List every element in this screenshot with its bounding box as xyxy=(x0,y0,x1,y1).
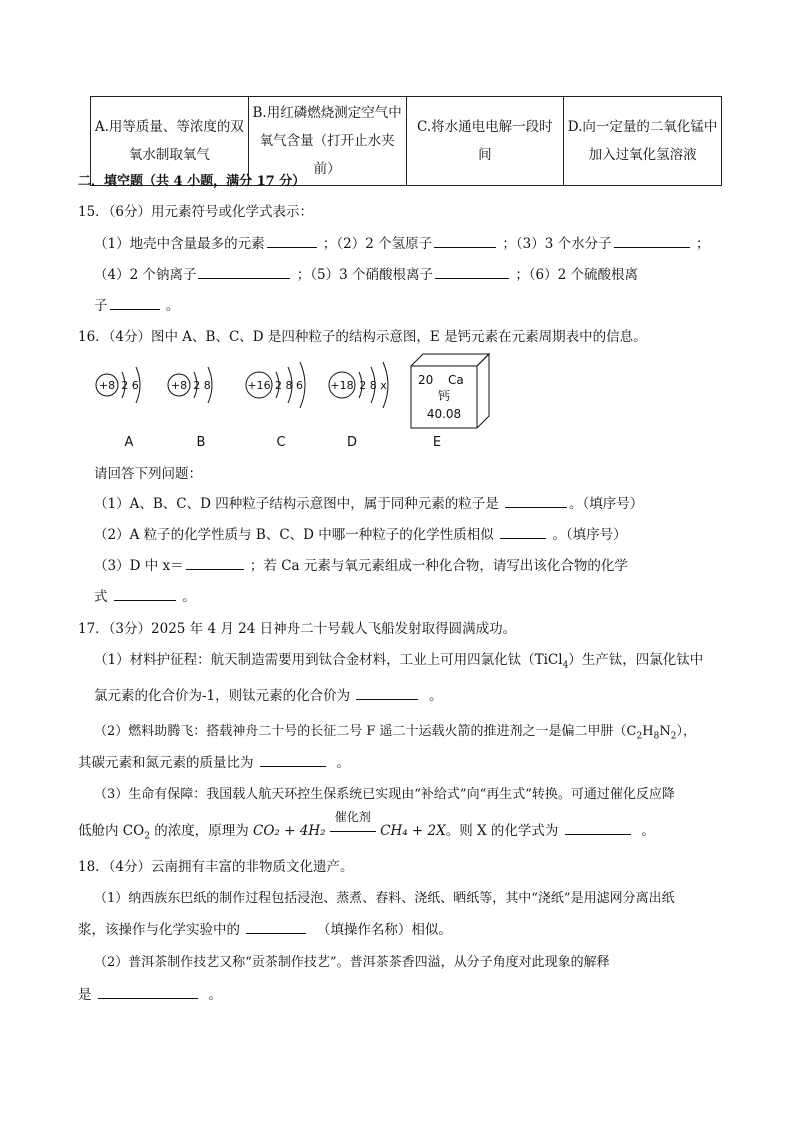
atom-diagram-svg xyxy=(88,352,508,458)
svg-text:+16: +16 xyxy=(247,379,271,392)
atom-diagrams xyxy=(88,352,508,458)
svg-text:Ca: Ca xyxy=(448,373,464,387)
q17-stem: 17．（3分）2025 年 4 月 24 日神舟二十号载人飞船发射取得圆满成功。 xyxy=(78,621,517,637)
atom-a-diagram xyxy=(96,367,140,403)
svg-text:2 6: 2 6 xyxy=(121,379,139,392)
svg-text:钙: 钙 xyxy=(437,389,451,403)
equation-right: CH₄ + 2X xyxy=(380,823,446,839)
q15-stem: 15．（6分）用元素符号或化学式表示： xyxy=(78,204,314,220)
q15-line3: 子 。 xyxy=(94,298,180,314)
svg-text:2 8: 2 8 xyxy=(193,379,211,392)
q17-part3: （3）生命有保障：我国载人航天环控生保系统已实现由“补给式”向“再生式”转换。可通过催化反应降 xyxy=(94,787,675,802)
label-d: D xyxy=(346,435,358,450)
section-title: 二．填空题（共 4 小题，满分 17 分） xyxy=(78,174,306,189)
label-b: B xyxy=(196,435,206,450)
label-a: A xyxy=(124,435,134,450)
q17-part1-cont: 氯元素的化合价为-1，则钛元素的化合价为 。 xyxy=(94,688,443,704)
atom-c-diagram xyxy=(246,362,305,408)
svg-text:20: 20 xyxy=(418,373,434,387)
q18-part1-cont: 浆，该操作与化学实验中的 （填操作名称）相似。 xyxy=(78,922,452,938)
q18-stem: 18．（4分）云南拥有丰富的非物质文化遗产。 xyxy=(78,859,354,875)
q16-part4: 式 。 xyxy=(94,589,196,605)
svg-text:+8: +8 xyxy=(98,379,116,392)
option-d-cell: D.向一定量的二氧化锰中 加入过氧化氢溶液 xyxy=(564,97,722,186)
label-e: E xyxy=(432,435,442,450)
svg-text:+18: +18 xyxy=(330,379,354,392)
option-b-cell: B.用红磷燃烧测定空气中 氧气含量（打开止水夹前） xyxy=(248,97,406,186)
svg-text:+8: +8 xyxy=(170,379,188,392)
svg-text:2 8 x: 2 8 x xyxy=(359,379,387,392)
q17-part2: （2）燃料助腾飞：搭载神舟二十号的长征二号 F 遥二十运载火箭的推进剂之一是偏二甲肼$(C_2H_8N_2)$， xyxy=(94,724,696,742)
q18-part2-cont: 是 。 xyxy=(78,987,222,1003)
q16-part1: （1）A、B、C、D 四种粒子结构示意图中，属于同种元素的粒子是 。（填序号） xyxy=(94,496,644,512)
q15-line1: （1）地壳中含量最多的元素 ；（2）2 个氢原子 ；（3）3 个水分子 ； xyxy=(94,236,710,252)
option-c-cell: C.将水通电电解一段时 间 xyxy=(406,97,564,186)
svg-text:2 8 6: 2 8 6 xyxy=(275,379,303,392)
q17-part1: （1）材料护征程：航天制造需要用到钛合金材料，工业上可用四氯化钛（TiCl$_4$）生产钛，四氯化钛中 xyxy=(94,652,704,671)
option-a-cell: A.用等质量、等浓度的双 氧水制取氧气 xyxy=(91,97,249,186)
q17-part3-cont: 低舱内 $CO_2$ 的浓度，原理为 CO₂ + 4H₂ 催化剂 CH₄ + 2X。则 X 的化学式为 。 xyxy=(78,810,655,842)
calcium-element-box xyxy=(411,354,489,428)
q16-prompt: 请回答下列问题： xyxy=(94,466,202,482)
equation-left: CO₂ + 4H₂ xyxy=(253,823,326,839)
q18-part2: （2）普洱茶制作技艺又称“贡茶制作技艺”。普洱茶茶香四溢，从分子角度对此现象的解释 xyxy=(94,955,610,970)
atom-b-diagram xyxy=(168,367,212,403)
svg-text:40.08: 40.08 xyxy=(426,407,462,421)
q15-line2: （4）2 个钠离子 ；（5）3 个硝酸根离子 ；（6）2 个硫酸根离 xyxy=(94,267,639,283)
label-c: C xyxy=(276,435,286,450)
q18-part1: （1）纳西族东巴纸的制作过程包括浸泡、蒸煮、舂料、浇纸、晒纸等，其中“浇纸”是用滤网分离出纸 xyxy=(94,891,675,906)
q17-part2-cont: 其碳元素和氮元素的质量比为 。 xyxy=(78,755,350,771)
atom-d-diagram xyxy=(329,362,388,408)
catalyst-arrow: 催化剂 xyxy=(330,823,376,839)
q16-part3: （3）D 中 x＝ ；若 Ca 元素与氧元素组成一种化合物，请写出该化合物的化学 xyxy=(94,558,628,574)
q16-stem: 16．（4分）图中 A、B、C、D 是四种粒子的结构示意图，E 是钙元素在元素周期表中的信息。 xyxy=(78,329,647,345)
q16-part2: （2）A 粒子的化学性质与 B、C、D 中哪一种粒子的化学性质相似 。（填序号） xyxy=(94,527,627,543)
